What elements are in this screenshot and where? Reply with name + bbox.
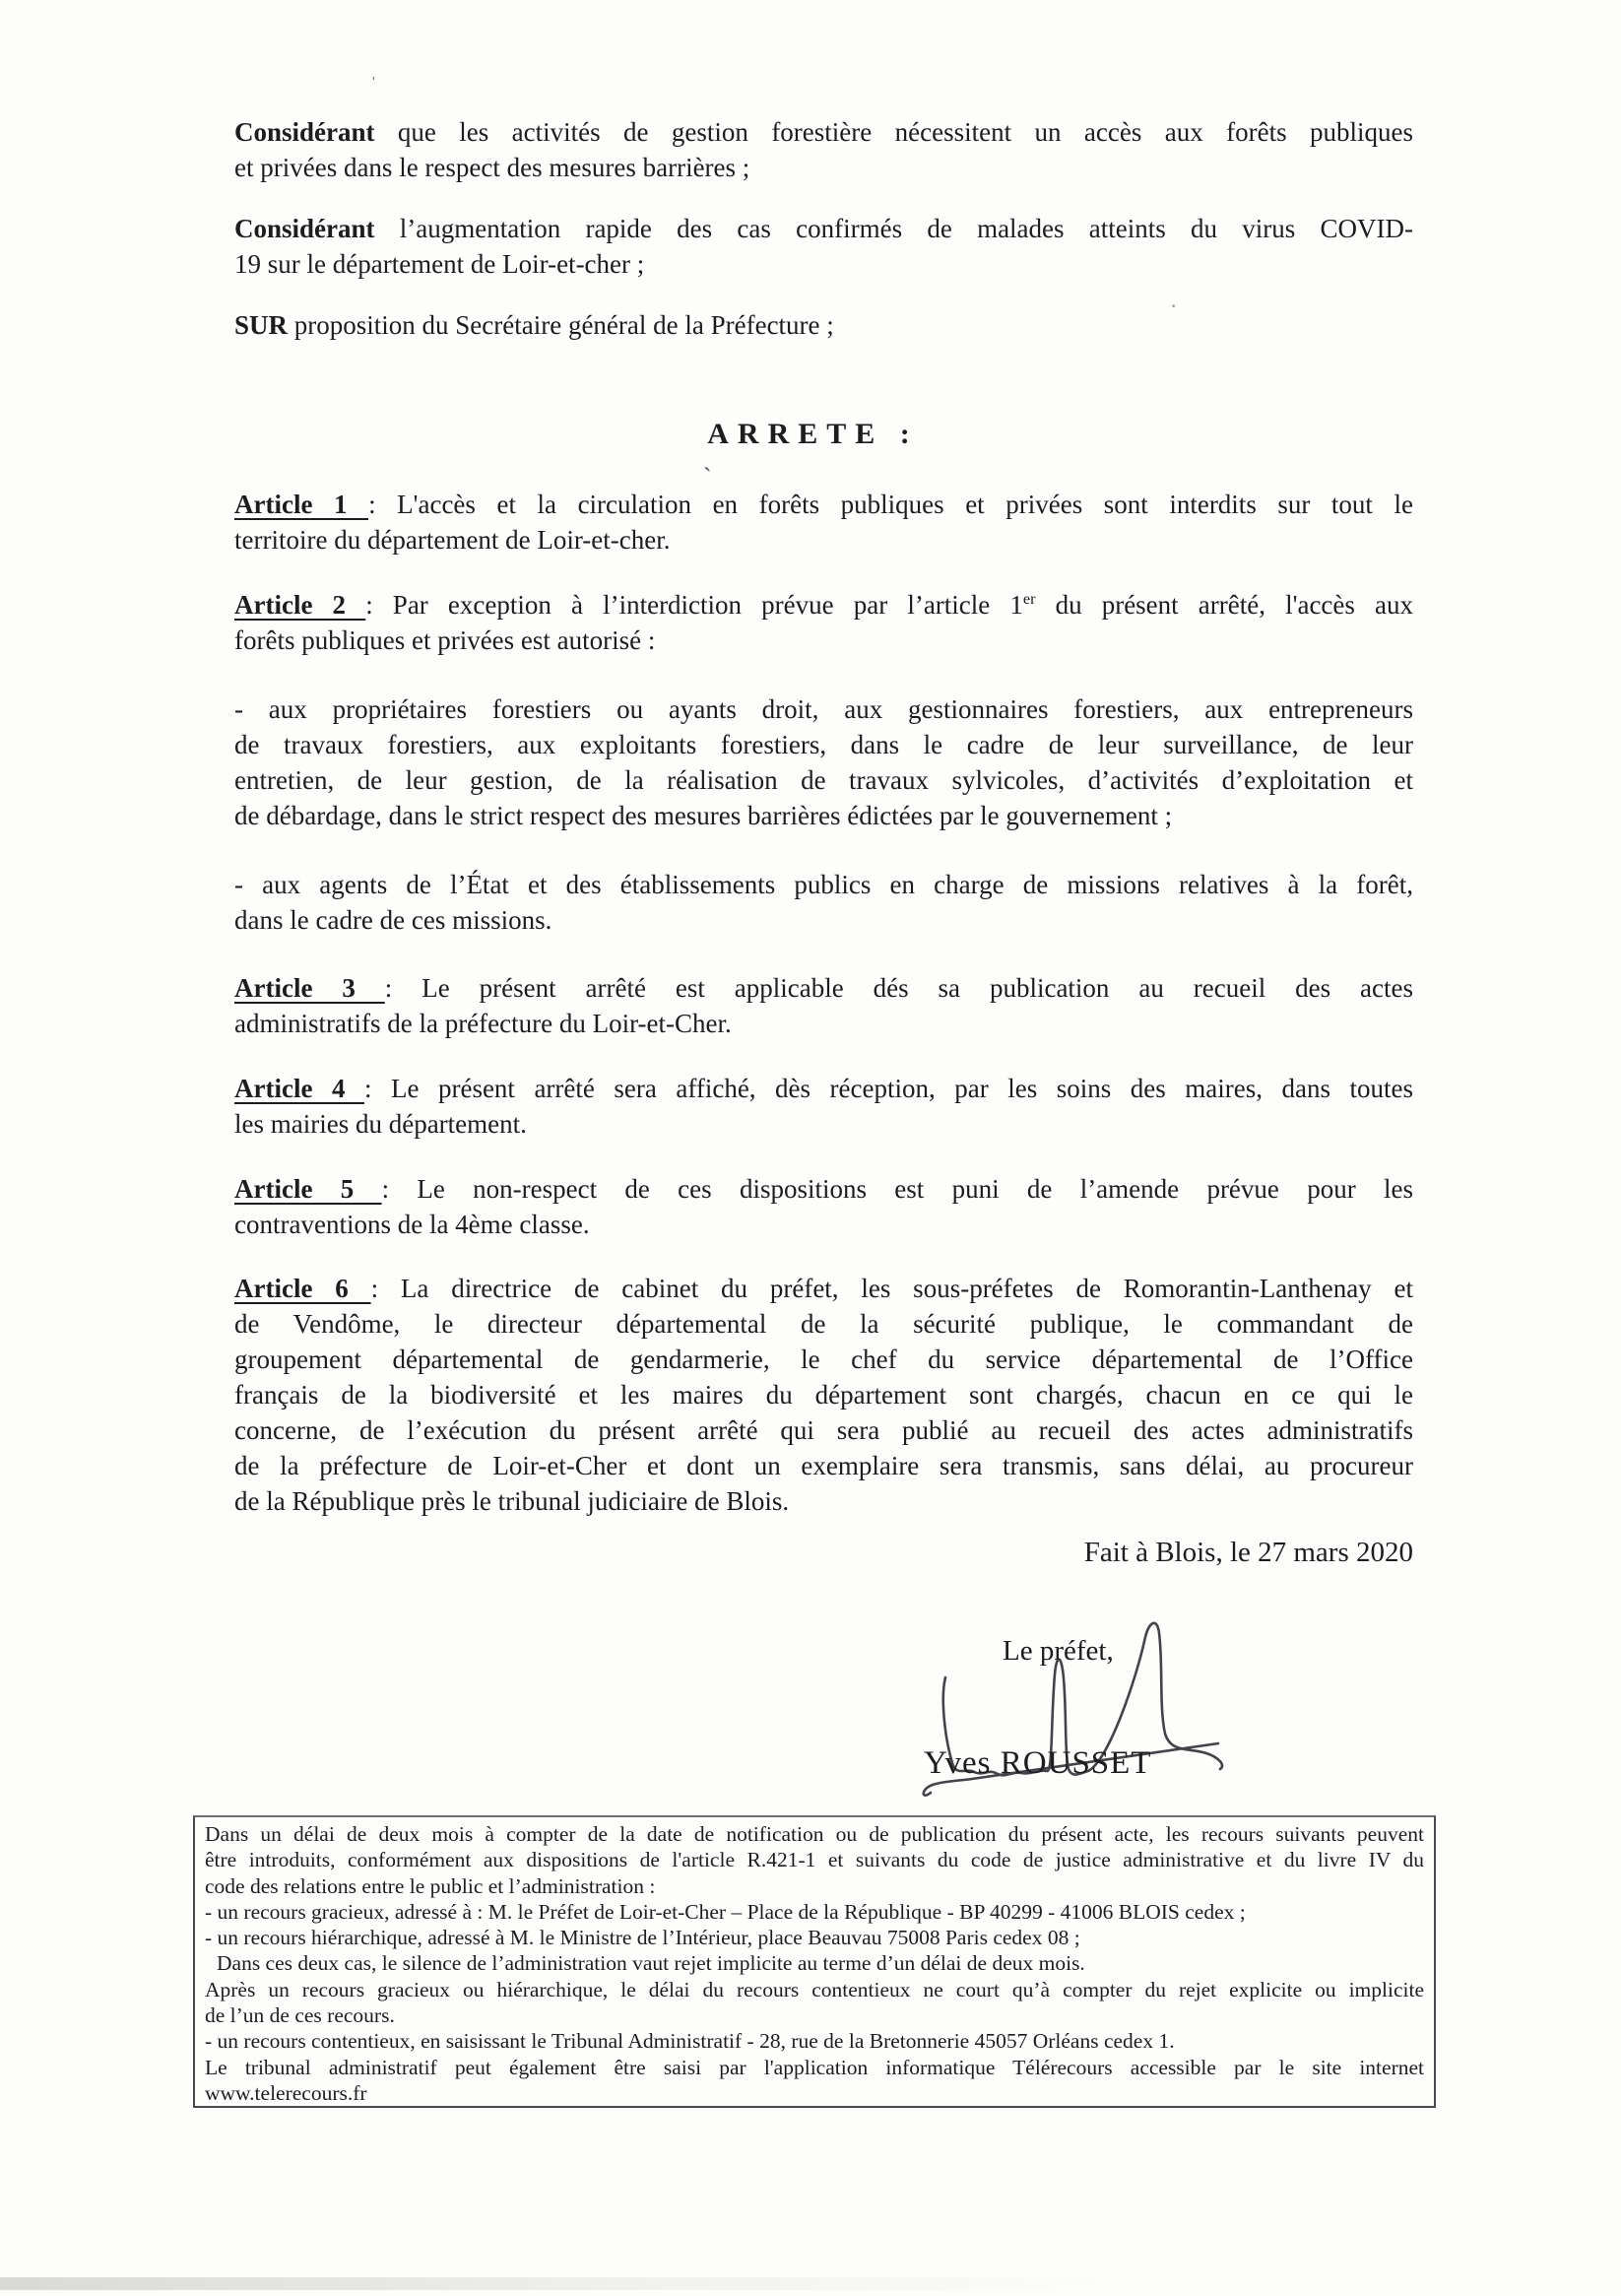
speck-dot-right: ·: [1170, 294, 1178, 318]
footer-text-line: de l’un de ces recours.: [205, 2003, 395, 2028]
paragraph-article-6: [234, 1271, 1413, 1519]
decree-heading-arrete: ARRETE :: [707, 418, 919, 450]
paragraph-article-5: [234, 1171, 1413, 1242]
text-line: Article 1 : L'accès et la circulation en forêts publiques et privées sont interdits sur tout le: [234, 490, 1413, 519]
text-line: Article 5 : Le non-respect de ces dispositions est puni de l’amende prévue pour les: [234, 1174, 1413, 1204]
text-line: de Vendôme, le directeur départemental de la sécurité publique, le commandant de: [234, 1309, 1413, 1339]
text-line: - aux agents de l’État et des établissements publics en charge de missions relatives à la forêt,: [234, 870, 1413, 899]
text-line: Article 4 : Le présent arrêté sera affiché, dès réception, par les soins des maires, dans toutes: [234, 1074, 1413, 1103]
footer-text-line: - un recours hiérarchique, adressé à M. le Ministre de l’Intérieur, place Beauvau 75008 Paris cedex 08 ;: [205, 1926, 1080, 1950]
text-line: Article 3 : Le présent arrêté est applicable dés sa publication au recueil des actes: [234, 973, 1413, 1003]
speck-under-heading: `: [703, 463, 712, 492]
footer-text-line: www.telerecours.fr: [205, 2080, 367, 2105]
paragraph-article-4: [234, 1071, 1413, 1142]
footer-text-line: Dans ces deux cas, le silence de l’administration vaut rejet implicite au terme d’un délai de deux mois.: [217, 1951, 1085, 1976]
text-line: et privées dans le respect des mesures barrières ;: [234, 153, 750, 182]
paragraph-considerant-2: [234, 211, 1413, 282]
legal-recourse-notice-box: [193, 1815, 1436, 2108]
speck-apostrophe-top: ˈ: [370, 74, 377, 96]
text-line: les mairies du département.: [234, 1109, 527, 1139]
paragraph-sur-proposition: [234, 307, 1413, 343]
footer-text-line: - un recours gracieux, adressé à : M. le Préfet de Loir-et-Cher – Place de la République - BP 40299 - 41006 BLOIS cedex ;: [205, 1899, 1246, 1924]
paragraph-article-2: [234, 587, 1413, 658]
text-line: forêts publiques et privées est autorisé :: [234, 625, 656, 655]
text-line: Article 2 : Par exception à l’interdiction prévue par l’article 1er du présent arrêté, l'accès aux: [234, 590, 1413, 620]
signature-title: Le préfet,: [1003, 1635, 1114, 1667]
footer-text-line: code des relations entre le public et l’administration :: [205, 1873, 656, 1898]
paragraph-exception-agents: [234, 867, 1413, 938]
dateline-fait-a-blois: Fait à Blois, le 27 mars 2020: [1083, 1537, 1413, 1568]
text-line: territoire du département de Loir-et-cher.: [234, 525, 671, 555]
signature-scribble-icon: [901, 1604, 1246, 1820]
footer-text-line: Le tribunal administratif peut également être saisi par l'application informatique Télérecours accessible par le site internet: [205, 2055, 1424, 2079]
paragraph-considerant-1: [234, 114, 1413, 185]
text-line: Considérant l’augmentation rapide des cas confirmés de malades atteints du virus COVID-: [234, 214, 1413, 243]
text-line: Article 6 : La directrice de cabinet du préfet, les sous-préfetes de Romorantin-Lanthenay et: [234, 1274, 1413, 1303]
paragraph-exception-proprietaires: [234, 691, 1413, 833]
text-line: Considérant que les activités de gestion forestière nécessitent un accès aux forêts publiques: [234, 117, 1413, 147]
text-line: de la préfecture de Loir-et-Cher et dont un exemplaire sera transmis, sans délai, au procureur: [234, 1451, 1413, 1480]
scan-smudge: [0, 2277, 1113, 2290]
text-line: concerne, de l’exécution du présent arrêté qui sera publié au recueil des actes administratifs: [234, 1415, 1413, 1445]
text-line: de débardage, dans le strict respect des mesures barrières édictées par le gouvernement ;: [234, 801, 1173, 830]
text-line: - aux propriétaires forestiers ou ayants droit, aux gestionnaires forestiers, aux entrepreneurs: [234, 694, 1413, 724]
text-line: entretien, de leur gestion, de la réalisation de travaux sylvicoles, d’activités d’exploitation et: [234, 765, 1413, 795]
text-line: dans le cadre de ces missions.: [234, 905, 552, 935]
text-line: administratifs de la préfecture du Loir-et-Cher.: [234, 1009, 732, 1038]
text-line: groupement départemental de gendarmerie, le chef du service départemental de l’Office: [234, 1345, 1413, 1374]
text-line: contraventions de la 4ème classe.: [234, 1210, 590, 1239]
text-line: français de la biodiversité et les maires du département sont chargés, chacun en ce qui le: [234, 1380, 1413, 1410]
text-line: 19 sur le département de Loir-et-cher ;: [234, 249, 645, 279]
text-line: SUR proposition du Secrétaire général de la Préfecture ;: [234, 310, 834, 340]
footer-text-line: Dans un délai de deux mois à compter de la date de notification ou de publication du présent acte, les recours suivants peuvent: [205, 1822, 1424, 1846]
text-line: de la République près le tribunal judiciaire de Blois.: [234, 1486, 790, 1516]
paragraph-article-3: [234, 970, 1413, 1041]
paragraph-article-1: [234, 487, 1413, 558]
text-line: de travaux forestiers, aux exploitants forestiers, dans le cadre de leur surveillance, de leur: [234, 730, 1413, 759]
footer-text-line: - un recours contentieux, en saisissant le Tribunal Administratif - 28, rue de la Bretonnerie 45057 Orléans cedex 1.: [205, 2029, 1175, 2054]
signature-name: Yves ROUSSET: [924, 1745, 1152, 1781]
footer-text-line: être introduits, conformément aux dispositions de l'article R.421-1 et suivants du code de justice administrative et du livre IV du: [205, 1848, 1424, 1872]
footer-text-line: Après un recours gracieux ou hiérarchique, le délai du recours contentieux ne court qu’à compter du rejet explicite ou implicite: [205, 1977, 1424, 2001]
